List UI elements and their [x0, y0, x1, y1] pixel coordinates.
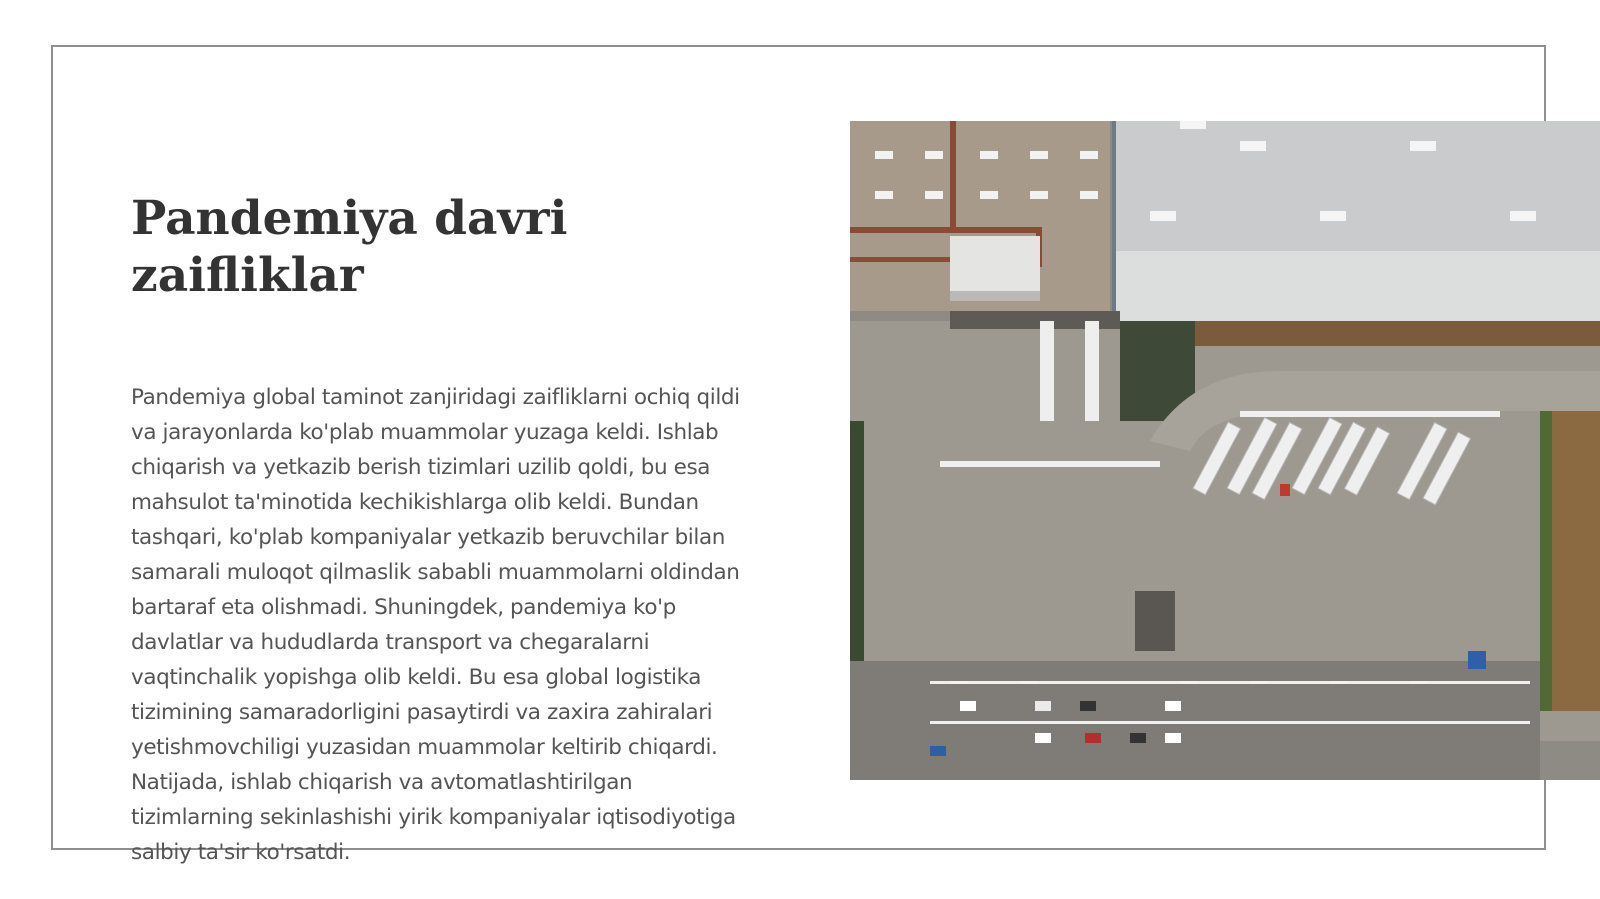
slide-title: Pandemiya davri zaifliklar	[131, 191, 568, 303]
warehouse-aerial-photo	[850, 121, 1600, 780]
slide-paragraph: Pandemiya global taminot zanjiridagi zaifliklarni ochiq qildi va jarayonlarda ko'plab muammolar yuzaga keldi. Ishlab chiqarish va yetkazib berish tizimlari uzilib qoldi, bu esa mahsulot ta'minotida kechikishlarga olib keldi. Bundan tashqari, ko'plab kompaniyalar yetkazib beruvchilar bilan samarali muloqot qilmaslik sababli muammolarni oldindan bartaraf eta olishmadi. Shuningdek, pandemiya ko'p davlatlar va hududlarda transport va chegaralarni vaqtinchalik yopishga olib keldi. Bu esa global logistika tizimining samaradorligini pasaytirdi va zaxira zahiralari yetishmovchiligi yuzasidan muammolar keltirib chiqardi. Natijada, ishlab chiqarish va avtomatlashtirilgan tizimlarning sekinlashishi yirik kompaniyalar iqtisodiyotiga salbiy ta'sir ko'rsatdi.	[131, 385, 740, 865]
